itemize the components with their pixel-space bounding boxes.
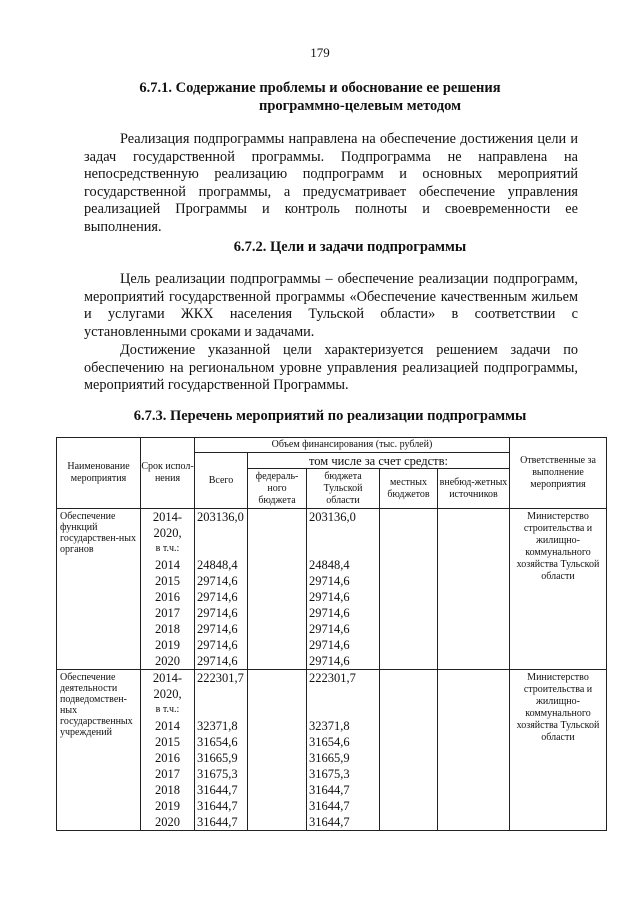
header-term: Срок испол-нения: [141, 438, 195, 509]
row-2-total: [195, 670, 248, 831]
row-2-federal: [248, 670, 307, 831]
section-2-paragraph-1: Цель реализации подпрограммы – обеспечение реализации подпрограмм, мероприятий государственной программы «Обеспечение качественным жильем и услугами ЖКХ населения Тульской области» в соответствии с установленными сроками и задачами.: [84, 271, 578, 340]
row-1-responsible: Министерство строительства и жилищно-коммунального хозяйства Тульской области: [510, 509, 607, 670]
value-cell: 24848,4: [309, 558, 350, 572]
year-cell: 2020: [155, 815, 180, 829]
year-cell: 2016: [155, 590, 180, 604]
year-cell: 2020,: [153, 687, 182, 701]
value-cell: 29714,6: [309, 606, 350, 620]
year-cell: 2020,: [153, 526, 182, 540]
value-cell: 29714,6: [197, 590, 238, 604]
value-cell: 29714,6: [309, 574, 350, 588]
value-cell: 29714,6: [309, 654, 350, 668]
value-cell: [197, 702, 247, 718]
value-cell: 29714,6: [197, 638, 238, 652]
value-cell: 31644,7: [309, 783, 350, 797]
section-2-paragraph-2: Достижение указанной цели характеризуется решением задачи по обеспечению на региональном уровне управления реализацией подпрограммы, мероприятий государственной Программы.: [84, 342, 578, 394]
value-cell: [309, 702, 379, 718]
row-2-regional: [307, 670, 380, 831]
year-cell: 2014: [155, 719, 180, 733]
year-cell: 2018: [155, 622, 180, 636]
value-cell: 29714,6: [309, 590, 350, 604]
row-1-years: [141, 509, 195, 670]
year-cell: 2014: [155, 558, 180, 572]
value-cell: 31644,7: [197, 815, 238, 829]
year-cell: 2016: [155, 751, 180, 765]
value-cell: 31644,7: [197, 783, 238, 797]
value-cell: [309, 525, 379, 541]
value-cell: 31675,3: [197, 767, 238, 781]
row-1-regional: [307, 509, 380, 670]
header-local: местных бюджетов: [380, 469, 438, 509]
table-row: [57, 509, 607, 670]
year-cell: 2015: [155, 735, 180, 749]
value-cell: 29714,6: [309, 622, 350, 636]
value-cell: 31665,9: [197, 751, 238, 765]
row-2-name: Обеспечение деятельности подведомствен-ных государственных учреждений: [57, 670, 141, 831]
value-cell: 31665,9: [309, 751, 350, 765]
year-cell: 2014-: [152, 671, 183, 685]
value-cell: 29714,6: [197, 622, 238, 636]
header-regional: бюджета Тульской области: [307, 469, 380, 509]
row-1-name: Обеспечение функций государствен-ных органов: [57, 509, 141, 670]
row-2-years: [141, 670, 195, 831]
value-cell: 31654,6: [197, 735, 238, 749]
value-cell: 31675,3: [309, 767, 350, 781]
year-cell: 2017: [155, 767, 180, 781]
value-cell: 31644,7: [309, 799, 350, 813]
row-1-federal: [248, 509, 307, 670]
value-cell: 32371,8: [197, 719, 238, 733]
year-cell: 2020: [155, 654, 180, 668]
value-cell: 222301,7: [197, 671, 244, 685]
value-cell: 203136,0: [197, 510, 244, 524]
header-including: том числе за счет средств:: [248, 453, 510, 469]
value-cell: 203136,0: [309, 510, 356, 524]
year-cell: 2019: [155, 799, 180, 813]
value-cell: 222301,7: [309, 671, 356, 685]
table-row: [57, 670, 607, 831]
row-1-total: [195, 509, 248, 670]
row-2-responsible: Министерство строительства и жилищно-коммунального хозяйства Тульской области: [510, 670, 607, 831]
value-cell: 29714,6: [197, 574, 238, 588]
value-cell: [197, 525, 247, 541]
value-cell: [309, 541, 379, 557]
year-cell: 2019: [155, 638, 180, 652]
year-cell: 2015: [155, 574, 180, 588]
value-cell: 31644,7: [309, 815, 350, 829]
value-cell: 32371,8: [309, 719, 350, 733]
year-cell: в т.ч.:: [155, 704, 180, 715]
year-cell: 2014-: [152, 510, 183, 524]
row-1-extra: [438, 509, 510, 670]
year-cell: 2018: [155, 783, 180, 797]
section-1-title-line-1: 6.7.1. Содержание проблемы и обоснование ее решения: [139, 80, 501, 96]
page-number: 179: [310, 45, 330, 60]
header-extra: внебюд-жетных источников: [438, 469, 510, 509]
value-cell: [197, 541, 247, 557]
header-total: Всего: [195, 453, 248, 509]
section-3-title: 6.7.3. Перечень мероприятий по реализации подпрограммы: [133, 408, 527, 424]
header-financing: Объем финансирования (тыс. рублей): [195, 438, 510, 453]
year-cell: 2017: [155, 606, 180, 620]
row-2-extra: [438, 670, 510, 831]
year-cell: в т.ч.:: [155, 543, 180, 554]
header-federal: федераль-ного бюджета: [248, 469, 307, 509]
value-cell: [197, 686, 247, 702]
section-1-text: Реализация подпрограммы направлена на обеспечение достижения цели и задач государственной программы. Подпрограмма не направлена на непосредственную реализацию подпрограмм и основных мероприятий государственной программы, а предусматривает обеспечение управления реализацией Программы и контроль полноты и своевременности ее выполнения.: [84, 131, 578, 235]
activities-table: [56, 437, 607, 831]
value-cell: 31644,7: [197, 799, 238, 813]
header-responsible: Ответственные за выполнение мероприятия: [510, 438, 607, 509]
header-name: Наименование мероприятия: [57, 438, 141, 509]
value-cell: [309, 686, 379, 702]
row-1-local: [380, 509, 438, 670]
value-cell: 29714,6: [197, 654, 238, 668]
value-cell: 29714,6: [309, 638, 350, 652]
value-cell: 24848,4: [197, 558, 238, 572]
section-1-title-line-2: программно-целевым методом: [258, 98, 462, 114]
value-cell: 31654,6: [309, 735, 350, 749]
row-2-local: [380, 670, 438, 831]
value-cell: 29714,6: [197, 606, 238, 620]
section-2-title: 6.7.2. Цели и задачи подпрограммы: [233, 239, 467, 255]
